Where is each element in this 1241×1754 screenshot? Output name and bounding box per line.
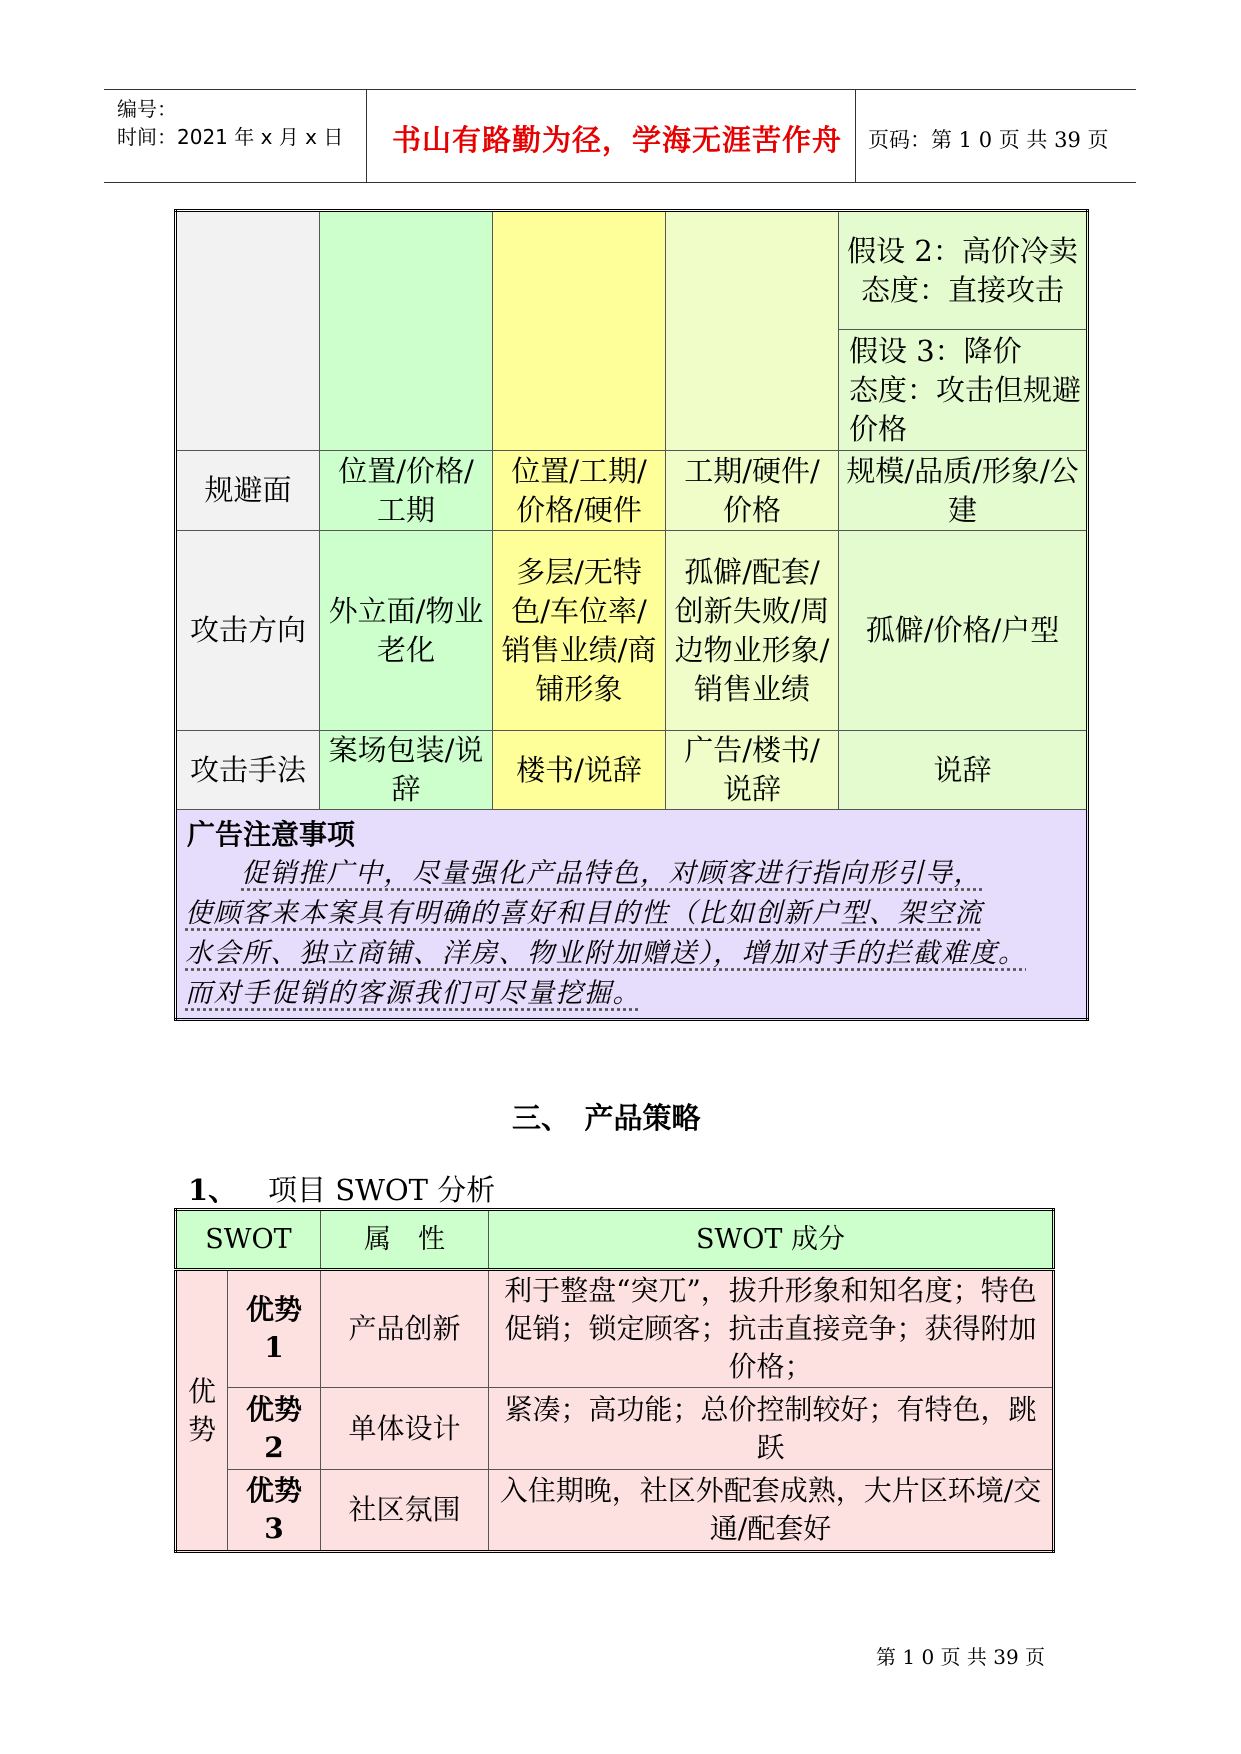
header-top-rule	[104, 89, 1136, 90]
swot-attribute: 单体设计	[321, 1388, 489, 1470]
hypothesis-3-title: 假设 3：降价	[849, 333, 1022, 368]
header-date: 时间：2021 年 x 月 x 日	[117, 125, 344, 149]
table-cell-empty	[666, 211, 839, 451]
hypothesis-2-title: 假设 2：高价冷卖	[847, 233, 1078, 268]
swot-header-attribute: 属 性	[321, 1210, 489, 1270]
notice-title: 广告注意事项	[187, 818, 356, 851]
notice-line: 使顾客来本案具有明确的喜好和目的性（比如创新户型、架空流	[185, 898, 983, 929]
table-cell: 外立面/物业老化	[320, 531, 493, 731]
subsection-title: 项目 SWOT 分析	[268, 1173, 496, 1207]
section-title: 三、 产品策略	[512, 1101, 701, 1135]
header-divider-right	[855, 89, 856, 182]
row-label: 规避面	[176, 451, 320, 531]
header-number-label: 编号：	[117, 97, 177, 121]
competitor-strategy-table	[174, 209, 1089, 1021]
table-cell-empty	[320, 211, 493, 451]
table-cell: 说辞	[839, 731, 1088, 810]
swot-attribute: 社区氛围	[321, 1470, 489, 1552]
swot-group-text: 优势	[187, 1374, 216, 1446]
swot-content: 紧凑；高功能；总价控制较好；有特色，跳跃	[489, 1388, 1054, 1470]
table-cell: 位置/价格/工期	[320, 451, 493, 531]
table-cell: 位置/工期/价格/硬件	[493, 451, 666, 531]
row-label: 攻击手法	[176, 731, 320, 810]
table-row	[176, 1388, 1054, 1470]
table-row	[176, 451, 1088, 531]
table-cell: 楼书/说辞	[493, 731, 666, 810]
swot-header-swot: SWOT	[176, 1210, 321, 1270]
swot-content: 入住期晚，社区外配套成熟，大片区环境/交通/配套好	[489, 1470, 1054, 1552]
subsection-number: 1、	[188, 1173, 238, 1207]
table-cell: 案场包装/说辞	[320, 731, 493, 810]
swot-header-content: SWOT 成分	[489, 1210, 1054, 1270]
swot-item: 优势 3	[228, 1470, 321, 1552]
notice-body	[177, 854, 1086, 1018]
swot-header-row	[176, 1210, 1054, 1270]
hypothesis-3-cell	[839, 330, 1088, 451]
table-cell: 多层/无特色/车位率/销售业绩/商铺形象	[493, 531, 666, 731]
header-divider-left	[366, 89, 367, 182]
table-cell: 孤僻/配套/创新失败/周边物业形象/销售业绩	[666, 531, 839, 731]
table-cell-empty	[176, 211, 320, 451]
footer-page-number: 第 1 0 页 共 39 页	[876, 1645, 1046, 1669]
swot-item: 优势 1	[228, 1270, 321, 1388]
table-row	[176, 531, 1088, 731]
hypothesis-2-attitude: 态度：直接攻击	[860, 272, 1064, 307]
table-cell-empty	[493, 211, 666, 451]
swot-content: 利于整盘“突兀”，拔升形象和知名度；特色促销；锁定顾客；抗击直接竞争；获得附加价格；	[489, 1270, 1054, 1388]
swot-attribute: 产品创新	[321, 1270, 489, 1388]
swot-group-label	[176, 1270, 228, 1552]
notice-cell	[176, 810, 1088, 1020]
swot-item: 优势 2	[228, 1388, 321, 1470]
swot-table	[174, 1208, 1055, 1553]
notice-line: 水会所、独立商铺、洋房、物业附加赠送），增加对手的拦截难度。	[185, 938, 1027, 969]
table-cell: 工期/硬件/价格	[666, 451, 839, 531]
hypothesis-3-attitude: 态度：攻击但规避价格	[849, 372, 1082, 446]
table-row	[176, 731, 1088, 810]
row-label: 攻击方向	[176, 531, 320, 731]
notice-line: 促销推广中，尽量强化产品特色，对顾客进行指向形引导，	[241, 858, 982, 889]
table-cell: 孤僻/价格/户型	[839, 531, 1088, 731]
notice-row	[176, 810, 1088, 1020]
header-motto: 书山有路勤为径，学海无涯苦作舟	[392, 123, 843, 157]
notice-line: 而对手促销的客源我们可尽量挖掘。	[185, 978, 641, 1009]
hypothesis-2-cell	[839, 211, 1088, 330]
table-row	[176, 1270, 1054, 1388]
table-cell: 广告/楼书/说辞	[666, 731, 839, 810]
table-cell: 规模/品质/形象/公建	[839, 451, 1088, 531]
table-row	[176, 1470, 1054, 1552]
header-bottom-rule	[104, 182, 1136, 183]
header-page-code: 页码：第 1 0 页 共 39 页	[868, 128, 1109, 152]
